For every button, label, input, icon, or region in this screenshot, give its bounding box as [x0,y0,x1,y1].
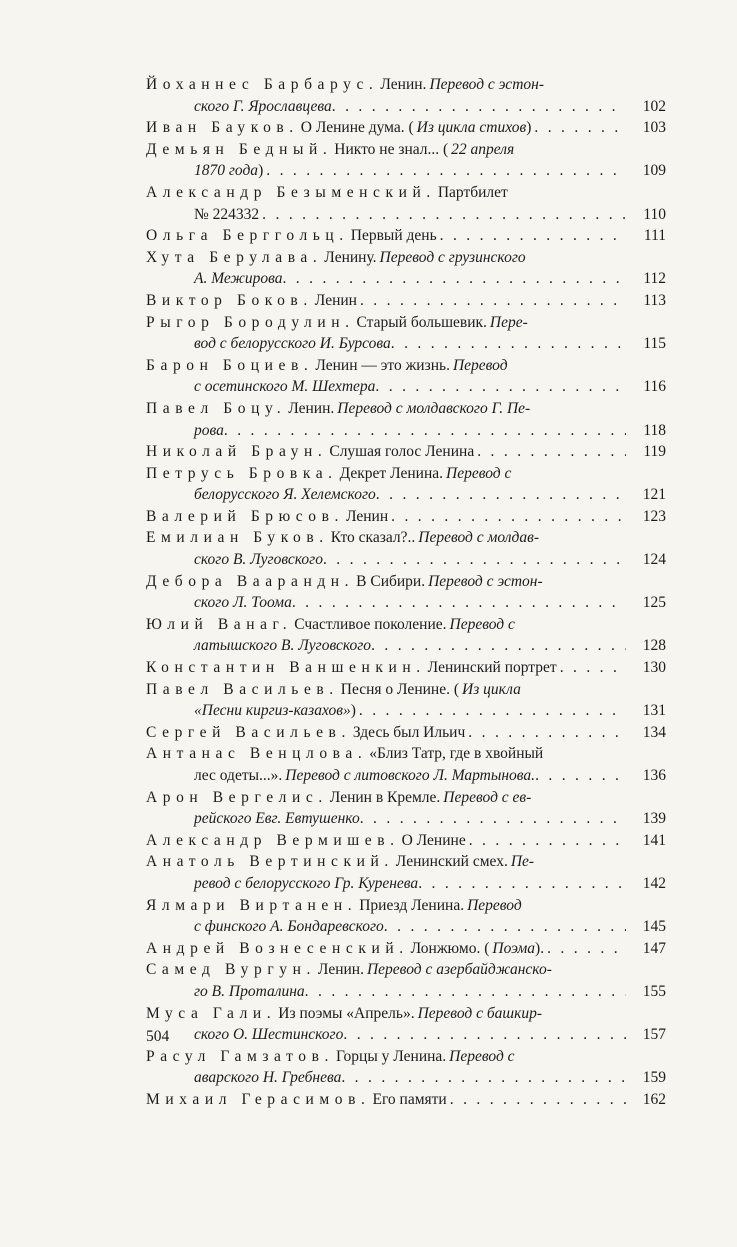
toc-entry [146,527,666,570]
toc-entry [146,290,666,312]
entry-page-number: 118 [643,421,666,439]
translation-note: Перевод с грузинского [379,248,526,266]
author-name: Дебора Ваарандн. [146,572,355,590]
toc-entry-line [146,1089,666,1111]
dot-leader [440,225,626,247]
poem-title: Ленину. [324,248,377,266]
author-name: Ялмари Виртанен. [146,896,358,914]
entry-page-number: 128 [642,637,666,655]
translation-note: ского О. Шестинского [194,1026,344,1044]
translation-note: ского Г. Ярославцева [194,97,332,115]
author-name: Петрусь Бровка. [146,464,338,482]
entry-page-number: 112 [643,270,666,288]
poem-title: Песня о Ленине. ( [340,680,459,698]
entry-page-number: 131 [642,702,666,720]
dot-leader [450,1089,626,1111]
toc-entry [146,506,666,528]
entry-page-number: 157 [642,1026,666,1044]
translation-note: Перевод [467,896,522,914]
toc-entry [146,182,666,225]
toc-entry [146,743,666,786]
translation-note: Перевод с эстон- [429,76,544,93]
translation-note: с финского А. Бондаревского [194,918,384,936]
entry-page-number: 136 [642,767,666,784]
author-name: Демьян Бедный. [146,140,333,158]
poem-title: Ленин — это жизнь. [315,356,450,374]
entry-page-number: 115 [643,335,666,353]
toc-entry-line [146,959,666,981]
translation-note: ского В. Луговского [194,551,323,569]
toc-entry-continuation [146,592,666,614]
translation-note: Перевод с молдавского Г. Пе- [337,399,531,417]
entry-page-number: 141 [642,831,666,849]
dot-leader [360,290,626,312]
author-name: Рыгор Бородулин. [146,313,355,331]
translation-note: Перевод с молдав- [418,529,539,547]
toc-entry-continuation [146,981,666,1003]
dot-leader [469,830,626,852]
poem-title: ) [258,162,264,180]
poem-title: Ленин [345,507,389,525]
toc-entry-continuation [146,916,666,938]
translation-note: 1870 года [194,162,259,180]
entry-page-number: 102 [642,97,666,115]
entry-page-number: 111 [643,227,666,245]
toc-entry [146,1003,666,1046]
author-name: Константин Ваншенкин. [146,659,426,677]
poem-title: Его памяти [372,1090,447,1108]
translation-note: латышского В. Луговского [194,637,372,655]
toc-entry-continuation [146,549,666,571]
toc-entry-line [146,290,666,312]
author-name: Павел Боцу. [146,399,287,417]
poem-title: Слушая голос Ленина [329,443,475,461]
dot-leader [547,938,626,960]
entry-page-number: 125 [642,594,666,612]
toc-entry-line [146,895,666,917]
entry-page-number: 109 [642,162,666,180]
toc-entry [146,959,666,1002]
translation-note: Перевод с [449,615,515,633]
dot-leader [371,635,626,657]
poem-title: О Ленине [401,831,466,849]
author-name: Ольга Берггольц. [146,227,349,245]
toc-entry-continuation [146,808,666,830]
toc-entry [146,1046,666,1089]
author-name: Емилиан Буков. [146,529,329,547]
toc-entry-line [146,614,666,636]
toc-entry [146,830,666,852]
entry-page-number: 139 [642,810,666,828]
toc-entry-line [146,117,666,139]
translation-note: Перевод с азербайджанско- [366,961,552,979]
toc-entry [146,398,666,441]
translation-note: Поэма [492,939,536,957]
poem-title: Декрет Ленина. [339,464,444,482]
author-name: Валерий Брюсов. [146,507,344,525]
dot-leader [535,765,626,787]
poem-title: Ленин [314,291,357,309]
entry-page-number: 110 [643,205,666,223]
translation-note: аварского Н. Гребнева [194,1069,342,1087]
poem-title: ) [350,702,356,720]
toc-entry-continuation [146,700,666,722]
toc-entry-continuation [146,1024,666,1046]
toc-entry-line [146,851,666,873]
dot-leader [332,96,626,118]
author-name: Николай Браун. [146,443,328,461]
poem-title: Ленин. [317,961,364,979]
poem-title: Ленинский портрет [427,659,557,677]
translation-note: Перевод с ев- [443,788,532,806]
entry-page-number: 134 [642,723,666,741]
toc-entry [146,571,666,614]
toc-entry-continuation [146,204,666,226]
toc-entry-line [146,722,666,744]
translation-note: А. Межирова [194,270,283,288]
poem-title: О Ленине дума. ( [300,119,414,137]
entry-page-number: 123 [642,507,666,525]
dot-leader [224,420,626,442]
poem-title: лес одеты...». [194,767,283,784]
translation-note: ревод с белорусского Гр. Куренева [194,874,419,892]
toc-entry [146,851,666,894]
toc-entry-line [146,679,666,701]
entry-page-number: 124 [642,551,666,569]
poem-title: ) [526,119,532,137]
translation-note: рейского Евг. Евтушенко [194,810,360,828]
toc-entry-continuation [146,376,666,398]
poem-title: Приезд Ленина. [359,896,465,914]
dot-leader [323,549,626,571]
toc-entry-line [146,506,666,528]
toc-entry-line [146,312,666,334]
entry-page-number: 147 [642,939,666,957]
author-name: Хута Берулава. [146,248,323,266]
toc-entry-line [146,225,666,247]
author-name: Анатоль Вертинский. [146,853,394,871]
toc-entry-line [146,657,666,679]
dot-leader [359,700,626,722]
dot-leader [305,981,626,1003]
translation-note: Перевод с [449,1047,515,1065]
translation-note: «Песни киргиз-казахов» [194,702,351,720]
author-name: Александр Безыменский. [146,183,436,201]
entry-page-number: 155 [642,982,666,1000]
poem-title: Лонжюмо. ( [410,939,490,957]
toc-entry [146,657,666,679]
author-name: Муса Гали. [146,1004,277,1022]
entry-page-number: 142 [642,874,666,892]
translation-note: Перевод с [446,464,512,482]
toc-entry-continuation [146,1067,666,1089]
translation-note: Пе- [510,853,535,871]
author-name: Самед Вургун. [146,961,316,979]
entry-page-number: 159 [642,1069,666,1087]
poem-title: Из поэмы «Апрель». [278,1004,415,1022]
toc-entry-continuation [146,420,666,442]
toc-entry [146,722,666,744]
toc-entry-continuation [146,96,666,118]
poem-title: Никто не знал... ( [334,140,449,158]
toc-entry-continuation [146,268,666,290]
toc-entry [146,787,666,830]
entry-page-number: 145 [642,918,666,936]
dot-leader [477,441,626,463]
author-name: Юлий Ванаг. [146,615,293,633]
poem-title: Ленин в Кремле. [329,788,441,806]
toc-entry [146,139,666,182]
translation-note: Из цикла стихов [416,119,527,137]
translation-note: Перевод с башкир- [417,1004,543,1022]
author-name: Михаил Герасимов. [146,1090,371,1108]
toc-entry [146,1089,666,1111]
toc-entry-line [146,743,666,765]
translation-note: с осетинского М. Шехтера [194,378,376,396]
toc-entry [146,938,666,960]
toc-entry-line [146,938,666,960]
author-name: Расул Гамзатов. [146,1047,334,1065]
toc-entry-continuation [146,873,666,895]
dot-leader [384,916,626,938]
poem-title: Кто сказал?.. [330,529,416,547]
translation-note: вод с белорусского И. Бурсова [194,335,391,353]
translation-note: Перевод [452,356,508,374]
translation-note: ского Л. Тоома [194,594,292,612]
toc-entry-line [146,355,666,377]
poem-title: Здесь был Ильич [352,723,466,741]
toc-entry-line [146,787,666,809]
translation-note: го В. Проталина [194,982,305,1000]
poem-title: В Сибири. [356,572,426,590]
author-name: Йоханнес Барбарус. [146,76,379,93]
toc-entry [146,463,666,506]
toc-entry-line [146,74,666,96]
toc-entry-continuation [146,635,666,657]
dot-leader [468,722,626,744]
entry-page-number: 116 [643,378,666,396]
entry-page-number: 119 [643,443,666,461]
toc-entry-line [146,527,666,549]
translation-note: 22 апреля [451,140,515,158]
author-name: Александр Вермишев. [146,831,400,849]
toc-entry [146,441,666,463]
toc-entry-continuation [146,765,666,787]
toc-entry-line [146,1003,666,1025]
toc-entry-line [146,830,666,852]
dot-leader [391,333,626,355]
author-name: Сергей Васильев. [146,723,351,741]
poem-title: Горцы у Ленина. [335,1047,447,1065]
poem-title: Первый день [350,227,437,245]
poem-title: Счастливое поколение. [294,615,447,633]
author-name: Иван Бауков. [146,119,299,137]
dot-leader [534,117,626,139]
dot-leader [292,592,626,614]
toc-entry-line [146,398,666,420]
author-name: Павел Васильев. [146,680,339,698]
translation-note: Перевод с литовского Л. Мартынова. [285,767,536,784]
toc-entry-continuation [146,484,666,506]
table-of-contents [146,74,666,1111]
toc-entry [146,679,666,722]
poem-title: № 224332 [194,205,260,223]
dot-leader [343,1024,626,1046]
entry-page-number: 103 [642,119,666,137]
toc-entry [146,355,666,398]
translation-note: Пере- [489,313,528,331]
author-name: Барон Боциев. [146,356,314,374]
translation-note: рова [194,421,224,439]
toc-entry [146,225,666,247]
toc-entry-line [146,182,666,204]
entry-page-number: 162 [642,1090,666,1108]
toc-entry [146,895,666,938]
dot-leader [341,1067,626,1089]
toc-entry [146,117,666,139]
toc-entry-continuation [146,160,666,182]
dot-leader [391,506,626,528]
toc-entry-line [146,1046,666,1068]
toc-entry-continuation [146,333,666,355]
poem-title: ). [535,939,545,957]
entry-page-number: 121 [642,486,666,504]
toc-entry-line [146,441,666,463]
toc-entry-line [146,571,666,593]
toc-entry [146,247,666,290]
author-name: Виктор Боков. [146,291,313,309]
translation-note: Из цикла [462,680,521,698]
toc-entry-line [146,463,666,485]
poem-title: Ленинский смех. [395,853,508,871]
poem-title: Партбилет [437,183,508,201]
dot-leader [375,376,626,398]
toc-entry-line [146,247,666,269]
poem-title: Ленин. [288,399,335,417]
page-number-folio: 504 [146,1028,170,1045]
dot-leader [360,808,626,830]
dot-leader [376,484,626,506]
poem-title: Старый большевик. [356,313,487,331]
poem-title: «Близ Татр, где в хвойный [369,745,544,763]
dot-leader [560,657,626,679]
dot-leader [282,268,626,290]
dot-leader [266,160,626,182]
toc-entry [146,312,666,355]
author-name: Андрей Вознесенский. [146,939,409,957]
translation-note: белорусского Я. Хелемского [194,486,376,504]
author-name: Антанас Венцлова. [146,745,368,763]
dot-leader [262,204,626,226]
toc-entry-line [146,139,666,161]
entry-page-number: 113 [643,291,666,309]
translation-note: Перевод с эстон- [428,572,543,590]
poem-title: Ленин. [380,76,427,93]
toc-entry [146,614,666,657]
dot-leader [418,873,626,895]
author-name: Арон Вергелис. [146,788,328,806]
toc-entry [146,74,666,117]
entry-page-number: 130 [642,659,666,677]
